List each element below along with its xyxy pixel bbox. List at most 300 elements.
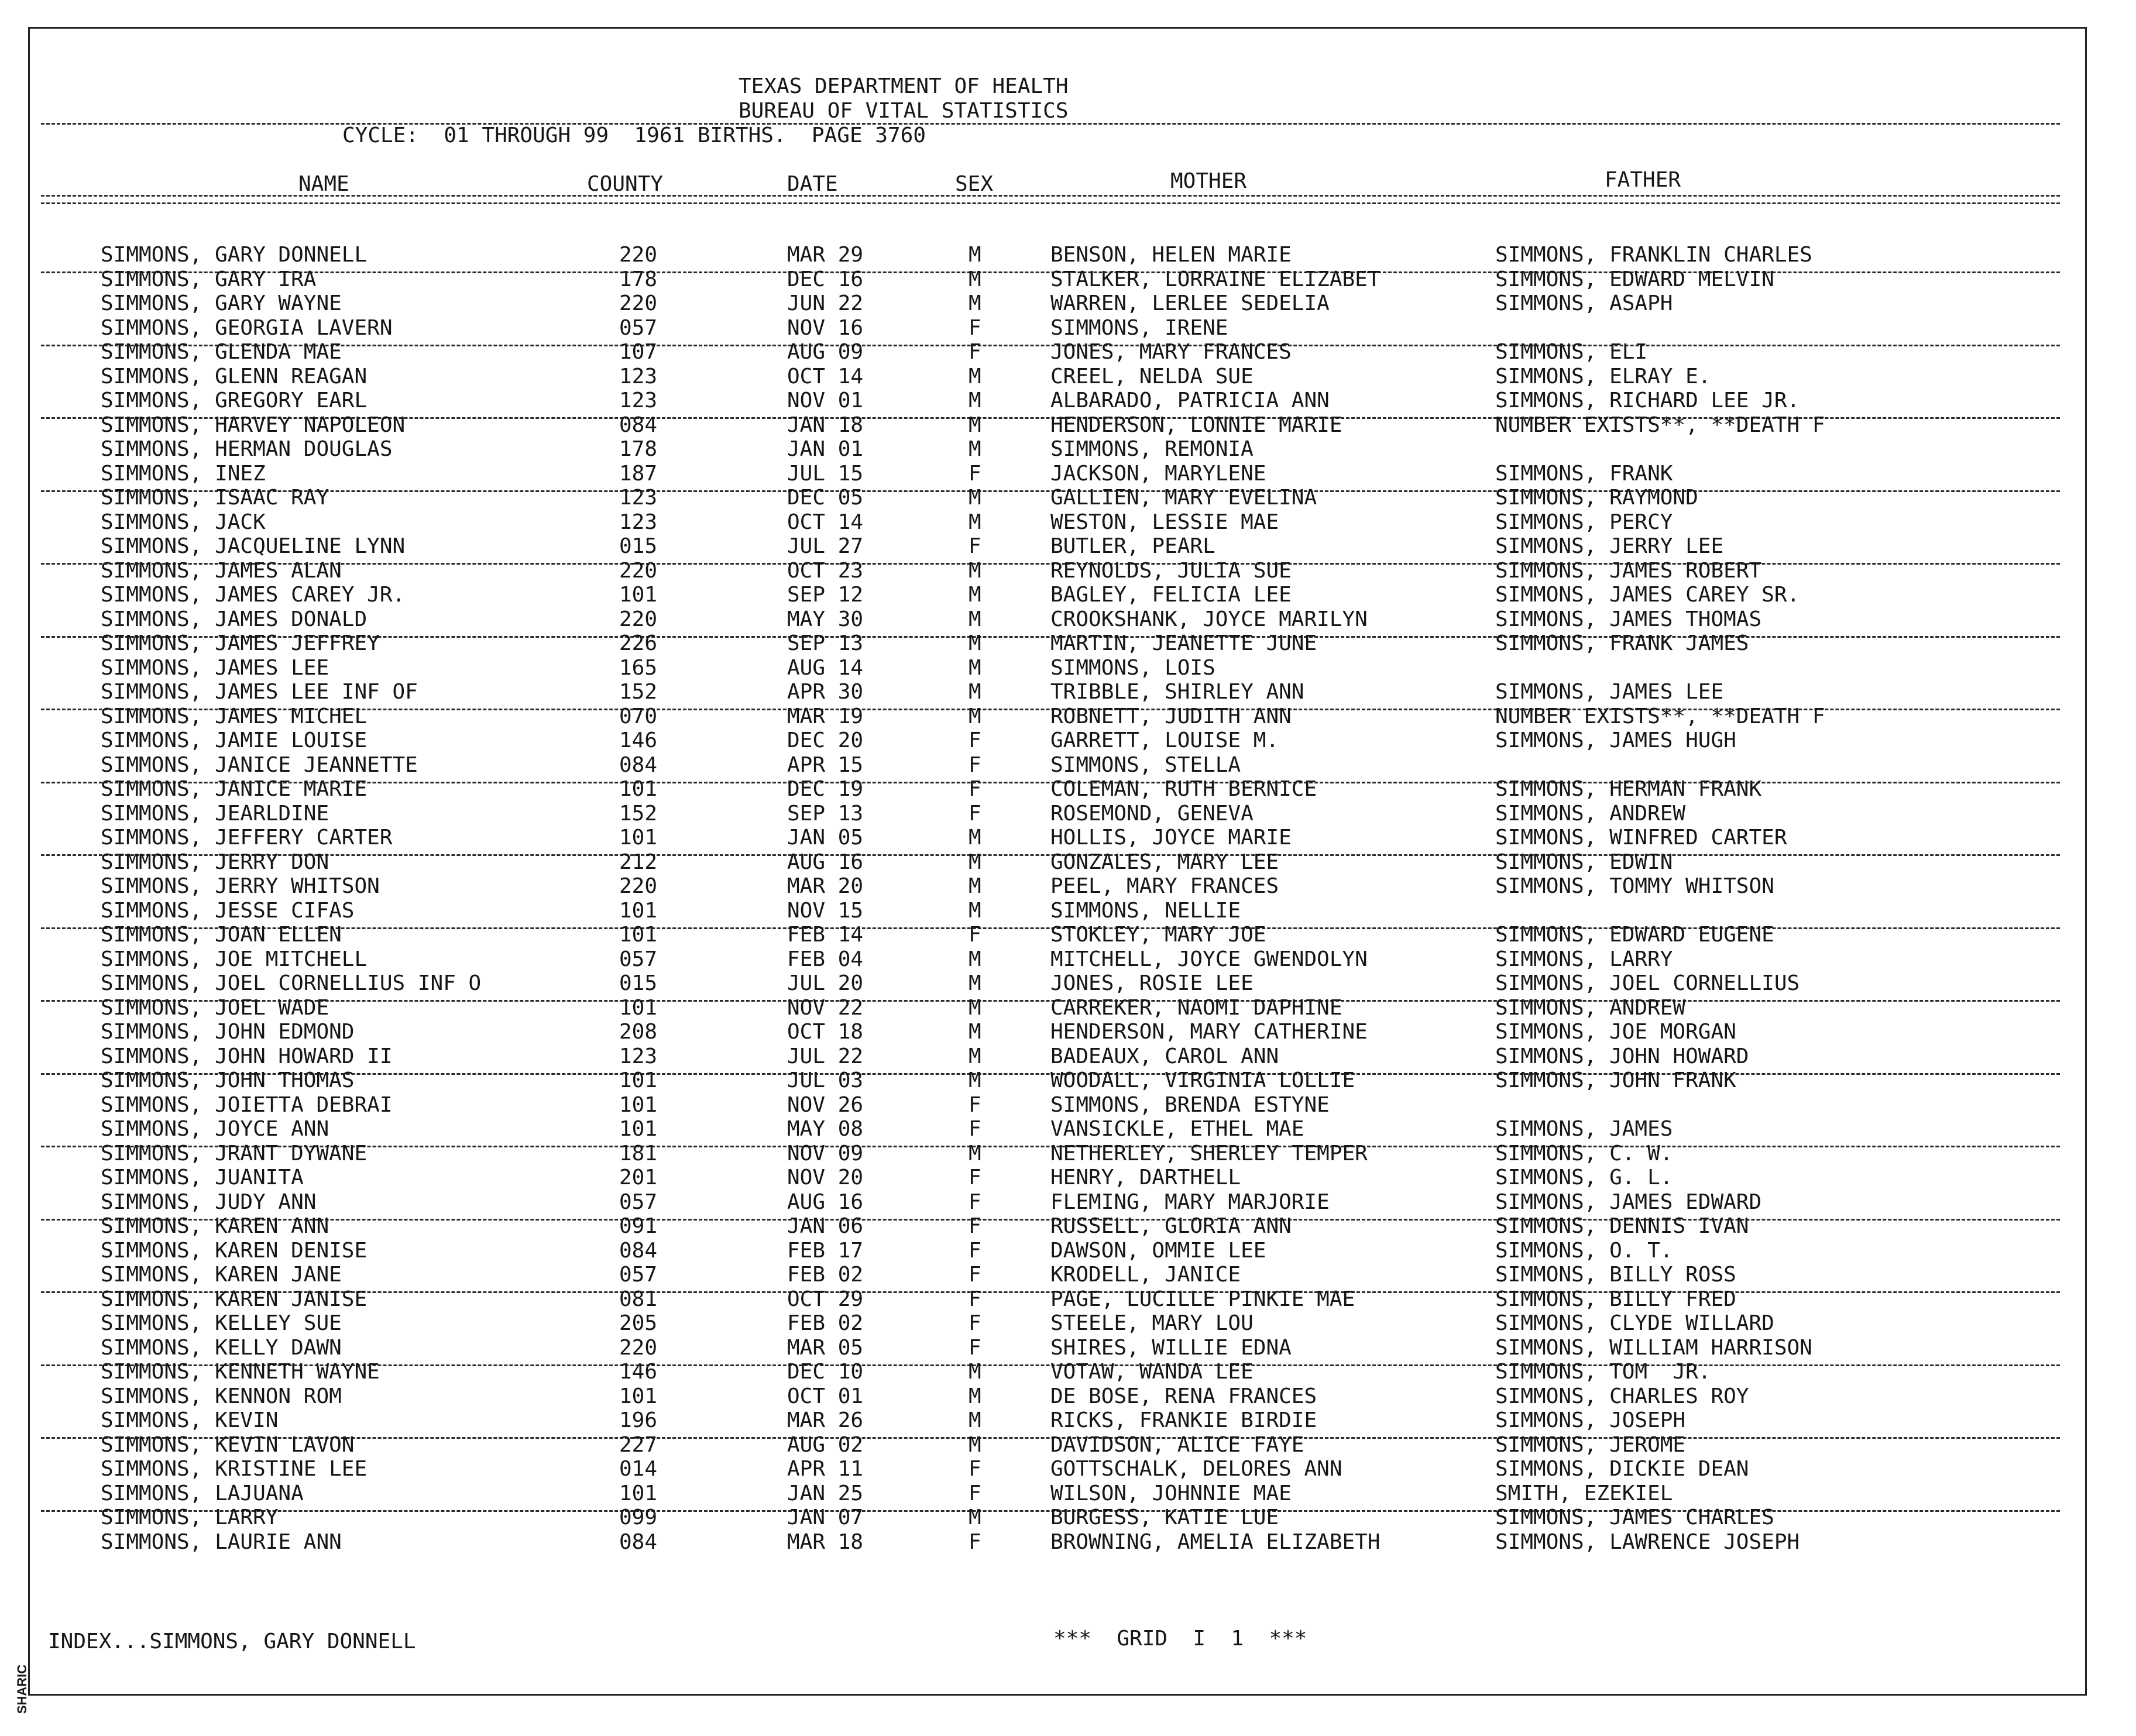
cell-county: 146 <box>619 1360 658 1384</box>
cell-father: SIMMONS, LAWRENCE JOSEPH <box>1495 1530 1800 1554</box>
cell-sex: M <box>969 1068 981 1092</box>
cell-county: 084 <box>619 1530 658 1554</box>
cell-sex: M <box>969 243 981 267</box>
cell-date: DEC 16 <box>787 267 864 291</box>
cell-mother: SIMMONS, LOIS <box>1050 656 1215 680</box>
column-header-mother: MOTHER <box>1170 169 1247 193</box>
cell-name: SIMMONS, JAMES ALAN <box>101 559 342 583</box>
cell-sex: F <box>969 534 981 558</box>
cell-sex: M <box>969 607 981 631</box>
cell-county: 212 <box>619 850 658 874</box>
table-row <box>0 1068 2136 1093</box>
cell-county: 057 <box>619 947 658 971</box>
cell-father: SIMMONS, EDWARD EUGENE <box>1495 923 1774 947</box>
table-row <box>0 1433 2136 1457</box>
cell-county: 057 <box>619 1190 658 1214</box>
cell-name: SIMMONS, JUANITA <box>101 1166 304 1190</box>
cell-name: SIMMONS, JESSE CIFAS <box>101 899 355 923</box>
table-row <box>0 486 2136 510</box>
cell-date: JUL 20 <box>787 971 864 995</box>
cell-mother: SIMMONS, NELLIE <box>1050 899 1241 923</box>
cell-date: MAR 05 <box>787 1336 864 1360</box>
cell-date: JUL 27 <box>787 534 864 558</box>
table-row <box>0 1384 2136 1409</box>
cell-date: JAN 18 <box>787 413 864 437</box>
cell-county: 208 <box>619 1020 658 1044</box>
cell-date: JAN 25 <box>787 1481 864 1505</box>
column-header-county: COUNTY <box>587 172 664 196</box>
cell-sex: M <box>969 559 981 583</box>
table-row <box>0 389 2136 413</box>
table-row <box>0 413 2136 438</box>
cell-father: SIMMONS, JERRY LEE <box>1495 534 1724 558</box>
cell-date: FEB 14 <box>787 923 864 947</box>
cell-mother: WILSON, JOHNNIE MAE <box>1050 1481 1292 1505</box>
cell-date: MAR 18 <box>787 1530 864 1554</box>
cell-county: 101 <box>619 1481 658 1505</box>
cell-county: 152 <box>619 802 658 826</box>
cell-name: SIMMONS, KELLY DAWN <box>101 1336 342 1360</box>
cell-mother: SIMMONS, STELLA <box>1050 753 1241 777</box>
table-row <box>0 728 2136 753</box>
cell-date: JAN 06 <box>787 1214 864 1238</box>
cell-mother: JACKSON, MARYLENE <box>1050 462 1266 486</box>
cell-sex: M <box>969 947 981 971</box>
cell-name: SIMMONS, KENNETH WAYNE <box>101 1360 380 1384</box>
cell-father: SIMMONS, JOHN FRANK <box>1495 1068 1736 1092</box>
cell-date: OCT 29 <box>787 1287 864 1311</box>
cell-father: SIMMONS, DENNIS IVAN <box>1495 1214 1749 1238</box>
cell-father: SIMMONS, JAMES CHARLES <box>1495 1505 1774 1529</box>
cell-sex: F <box>969 1190 981 1214</box>
cell-date: OCT 23 <box>787 559 864 583</box>
cell-county: 015 <box>619 534 658 558</box>
cell-name: SIMMONS, HERMAN DOUGLAS <box>101 437 393 461</box>
cell-sex: F <box>969 923 981 947</box>
cell-name: SIMMONS, KEVIN LAVON <box>101 1433 355 1457</box>
cell-mother: WESTON, LESSIE MAE <box>1050 510 1279 534</box>
table-row <box>0 462 2136 486</box>
cell-name: SIMMONS, JEFFERY CARTER <box>101 826 393 850</box>
table-row <box>0 316 2136 341</box>
cell-mother: PEEL, MARY FRANCES <box>1050 874 1279 898</box>
table-row <box>0 1239 2136 1263</box>
cell-date: APR 11 <box>787 1457 864 1481</box>
cell-date: MAR 29 <box>787 243 864 267</box>
cell-date: DEC 10 <box>787 1360 864 1384</box>
cell-sex: F <box>969 1311 981 1335</box>
table-top-rule <box>41 202 2060 204</box>
cell-date: FEB 04 <box>787 947 864 971</box>
table-row <box>0 1020 2136 1044</box>
cell-mother: BENSON, HELEN MARIE <box>1050 243 1292 267</box>
margin-stamp: SHARIC <box>15 1664 30 1714</box>
cell-father: SIMMONS, RAYMOND <box>1495 486 1698 510</box>
table-row <box>0 1093 2136 1118</box>
cell-father: SIMMONS, PERCY <box>1495 510 1673 534</box>
cell-date: FEB 02 <box>787 1263 864 1287</box>
cell-name: SIMMONS, JOHN HOWARD II <box>101 1044 393 1068</box>
cell-mother: GOTTSCHALK, DELORES ANN <box>1050 1457 1342 1481</box>
cell-name: SIMMONS, JAMES LEE <box>101 656 329 680</box>
cell-county: 101 <box>619 777 658 801</box>
cell-name: SIMMONS, JAMES LEE INF OF <box>101 680 418 704</box>
cell-sex: M <box>969 826 981 850</box>
cell-name: SIMMONS, JOEL CORNELLIUS INF O <box>101 971 482 995</box>
cell-county: 101 <box>619 1117 658 1141</box>
cell-father: SIMMONS, TOM JR. <box>1495 1360 1711 1384</box>
column-header-date: DATE <box>787 172 838 196</box>
cell-date: SEP 12 <box>787 583 864 607</box>
cell-date: AUG 02 <box>787 1433 864 1457</box>
cell-father: SIMMONS, EDWARD MELVIN <box>1495 267 1774 291</box>
cell-name: SIMMONS, ISAAC RAY <box>101 486 329 510</box>
table-row <box>0 1530 2136 1555</box>
cell-name: SIMMONS, GARY WAYNE <box>101 291 342 315</box>
cell-father: SIMMONS, ASAPH <box>1495 291 1673 315</box>
cell-county: 123 <box>619 365 658 389</box>
cell-father: SIMMONS, JOEL CORNELLIUS <box>1495 971 1800 995</box>
cell-county: 101 <box>619 1384 658 1408</box>
cell-sex: F <box>969 1530 981 1554</box>
cell-mother: HOLLIS, JOYCE MARIE <box>1050 826 1292 850</box>
cell-date: JUL 22 <box>787 1044 864 1068</box>
cell-father: SIMMONS, JAMES THOMAS <box>1495 607 1762 631</box>
table-row <box>0 291 2136 316</box>
table-row <box>0 1481 2136 1506</box>
cell-mother: CARREKER, NAOMI DAPHINE <box>1050 996 1342 1020</box>
cell-county: 220 <box>619 874 658 898</box>
cell-county: 057 <box>619 316 658 340</box>
cell-county: 101 <box>619 1068 658 1092</box>
cell-county: 123 <box>619 389 658 412</box>
cell-mother: CREEL, NELDA SUE <box>1050 365 1254 389</box>
cell-county: 201 <box>619 1166 658 1190</box>
cell-date: AUG 16 <box>787 850 864 874</box>
cell-date: NOV 09 <box>787 1142 864 1166</box>
cell-sex: F <box>969 1093 981 1117</box>
cell-date: JUL 03 <box>787 1068 864 1092</box>
table-row <box>0 899 2136 923</box>
table-row <box>0 1117 2136 1142</box>
table-row <box>0 1166 2136 1190</box>
cell-father: SIMMONS, ANDREW <box>1495 996 1686 1020</box>
cell-mother: DE BOSE, RENA FRANCES <box>1050 1384 1317 1408</box>
cell-county: 057 <box>619 1263 658 1287</box>
cell-mother: JONES, ROSIE LEE <box>1050 971 1254 995</box>
table-row <box>0 1336 2136 1360</box>
cell-county: 015 <box>619 971 658 995</box>
cell-father: SIMMONS, BILLY ROSS <box>1495 1263 1736 1287</box>
table-row <box>0 1505 2136 1530</box>
cell-county: 220 <box>619 607 658 631</box>
cell-name: SIMMONS, GARY IRA <box>101 267 317 291</box>
table-row <box>0 923 2136 947</box>
cell-name: SIMMONS, LAJUANA <box>101 1481 304 1505</box>
cell-date: DEC 05 <box>787 486 864 510</box>
cell-mother: BAGLEY, FELICIA LEE <box>1050 583 1292 607</box>
cell-name: SIMMONS, LAURIE ANN <box>101 1530 342 1554</box>
cell-father: SIMMONS, JAMES EDWARD <box>1495 1190 1762 1214</box>
cell-sex: F <box>969 1287 981 1311</box>
cell-mother: BROWNING, AMELIA ELIZABETH <box>1050 1530 1380 1554</box>
cell-name: SIMMONS, JACQUELINE LYNN <box>101 534 406 558</box>
cell-father: SIMMONS, CLYDE WILLARD <box>1495 1311 1774 1335</box>
cell-father: SIMMONS, JAMES <box>1495 1117 1673 1141</box>
cell-name: SIMMONS, GLENDA MAE <box>101 340 342 364</box>
cell-name: SIMMONS, JAMES CAREY JR. <box>101 583 406 607</box>
table-row <box>0 850 2136 875</box>
cell-name: SIMMONS, HARVEY NAPOLEON <box>101 413 406 437</box>
cell-father: SIMMONS, JAMES ROBERT <box>1495 559 1762 583</box>
cell-mother: TRIBBLE, SHIRLEY ANN <box>1050 680 1304 704</box>
cell-father: SIMMONS, ANDREW <box>1495 802 1686 826</box>
cell-mother: ALBARADO, PATRICIA ANN <box>1050 389 1330 412</box>
cell-sex: M <box>969 365 981 389</box>
cell-name: SIMMONS, JAMES DONALD <box>101 607 368 631</box>
table-row <box>0 1360 2136 1384</box>
cell-name: SIMMONS, GARY DONNELL <box>101 243 368 267</box>
cell-date: DEC 19 <box>787 777 864 801</box>
header-bureau: BUREAU OF VITAL STATISTICS <box>739 99 1069 123</box>
column-header-name: NAME <box>298 172 349 196</box>
table-row <box>0 704 2136 729</box>
table-row <box>0 1044 2136 1069</box>
table-row <box>0 1263 2136 1287</box>
cell-sex: M <box>969 874 981 898</box>
cell-sex: F <box>969 1214 981 1238</box>
cell-sex: M <box>969 291 981 315</box>
cell-name: SIMMONS, JRANT DYWANE <box>101 1142 368 1166</box>
cell-sex: M <box>969 437 981 461</box>
cell-mother: DAVIDSON, ALICE FAYE <box>1050 1433 1304 1457</box>
cell-county: 101 <box>619 996 658 1020</box>
cell-county: 165 <box>619 656 658 680</box>
cell-sex: F <box>969 1457 981 1481</box>
table-row <box>0 680 2136 704</box>
cell-mother: COLEMAN, RUTH BERNICE <box>1050 777 1317 801</box>
cell-father: SIMMONS, WINFRED CARTER <box>1495 826 1787 850</box>
cell-sex: F <box>969 1117 981 1141</box>
cell-mother: MARTIN, JEANETTE JUNE <box>1050 631 1317 655</box>
table-row <box>0 607 2136 632</box>
cell-mother: STOKLEY, MARY JOE <box>1050 923 1266 947</box>
cell-county: 220 <box>619 559 658 583</box>
table-row <box>0 947 2136 972</box>
cell-mother: RICKS, FRANKIE BIRDIE <box>1050 1408 1317 1432</box>
cell-name: SIMMONS, KELLEY SUE <box>101 1311 342 1335</box>
cell-name: SIMMONS, GEORGIA LAVERN <box>101 316 393 340</box>
cell-county: 227 <box>619 1433 658 1457</box>
cell-sex: M <box>969 996 981 1020</box>
cell-mother: CROOKSHANK, JOYCE MARILYN <box>1050 607 1368 631</box>
cell-father: SIMMONS, FRANK <box>1495 462 1673 486</box>
cell-sex: M <box>969 971 981 995</box>
cell-county: 178 <box>619 437 658 461</box>
cell-date: JUL 15 <box>787 462 864 486</box>
cell-sex: M <box>969 1142 981 1166</box>
cell-county: 101 <box>619 923 658 947</box>
cell-county: 081 <box>619 1287 658 1311</box>
table-row <box>0 874 2136 899</box>
table-row <box>0 534 2136 559</box>
cell-father: SIMMONS, CHARLES ROY <box>1495 1384 1749 1408</box>
cell-sex: M <box>969 1044 981 1068</box>
cell-county: 101 <box>619 583 658 607</box>
cell-county: 084 <box>619 413 658 437</box>
cell-name: SIMMONS, KAREN JANE <box>101 1263 342 1287</box>
cell-county: 123 <box>619 1044 658 1068</box>
cell-name: SIMMONS, JERRY WHITSON <box>101 874 380 898</box>
cell-name: SIMMONS, JAMES JEFFREY <box>101 631 380 655</box>
cell-father: SIMMONS, C. W. <box>1495 1142 1673 1166</box>
table-row <box>0 996 2136 1020</box>
cell-mother: HENDERSON, MARY CATHERINE <box>1050 1020 1368 1044</box>
cell-name: SIMMONS, JOAN ELLEN <box>101 923 342 947</box>
cell-date: APR 15 <box>787 753 864 777</box>
cell-name: SIMMONS, KRISTINE LEE <box>101 1457 368 1481</box>
cell-sex: M <box>969 1433 981 1457</box>
table-row <box>0 777 2136 802</box>
cell-mother: PAGE, LUCILLE PINKIE MAE <box>1050 1287 1355 1311</box>
cell-sex: F <box>969 1336 981 1360</box>
cell-mother: SHIRES, WILLIE EDNA <box>1050 1336 1292 1360</box>
table-row <box>0 559 2136 583</box>
cell-sex: F <box>969 316 981 340</box>
cell-county: 178 <box>619 267 658 291</box>
table-row <box>0 826 2136 850</box>
cell-mother: RUSSELL, GLORIA ANN <box>1050 1214 1292 1238</box>
cell-date: OCT 14 <box>787 365 864 389</box>
cell-mother: ROSEMOND, GENEVA <box>1050 802 1254 826</box>
cell-sex: F <box>969 802 981 826</box>
cell-date: JAN 05 <box>787 826 864 850</box>
cell-mother: GONZALES, MARY LEE <box>1050 850 1279 874</box>
cell-date: NOV 26 <box>787 1093 864 1117</box>
cell-father: SIMMONS, ELI <box>1495 340 1648 364</box>
cell-county: 205 <box>619 1311 658 1335</box>
cell-sex: F <box>969 1481 981 1505</box>
cell-mother: REYNOLDS, JULIA SUE <box>1050 559 1292 583</box>
cell-name: SIMMONS, JOHN THOMAS <box>101 1068 355 1092</box>
cell-county: 099 <box>619 1505 658 1529</box>
cell-name: SIMMONS, KENNON ROM <box>101 1384 342 1408</box>
cell-name: SIMMONS, INEZ <box>101 462 266 486</box>
cell-mother: STEELE, MARY LOU <box>1050 1311 1254 1335</box>
cell-date: MAR 26 <box>787 1408 864 1432</box>
cell-sex: M <box>969 1408 981 1432</box>
cell-father: SIMMONS, JAMES LEE <box>1495 680 1724 704</box>
table-row <box>0 1190 2136 1215</box>
footer-grid: *** GRID I 1 *** <box>1053 1627 1307 1651</box>
cell-father: SIMMONS, JAMES CAREY SR. <box>1495 583 1800 607</box>
cell-sex: M <box>969 1360 981 1384</box>
cell-sex: M <box>969 704 981 728</box>
cell-father: SIMMONS, TOMMY WHITSON <box>1495 874 1774 898</box>
cell-sex: F <box>969 1166 981 1190</box>
cell-father: SIMMONS, JEROME <box>1495 1433 1686 1457</box>
cell-mother: WOODALL, VIRGINIA LOLLIE <box>1050 1068 1355 1092</box>
cell-county: 107 <box>619 340 658 364</box>
header-department: TEXAS DEPARTMENT OF HEALTH <box>739 74 1069 98</box>
cell-father: SIMMONS, JOE MORGAN <box>1495 1020 1736 1044</box>
cell-mother: SIMMONS, IRENE <box>1050 316 1228 340</box>
cell-mother: MITCHELL, JOYCE GWENDOLYN <box>1050 947 1368 971</box>
cell-date: OCT 18 <box>787 1020 864 1044</box>
cell-sex: M <box>969 486 981 510</box>
cell-date: MAR 20 <box>787 874 864 898</box>
cell-father: SIMMONS, JAMES HUGH <box>1495 728 1736 752</box>
cell-name: SIMMONS, JOE MITCHELL <box>101 947 368 971</box>
cell-name: SIMMONS, JAMIE LOUISE <box>101 728 368 752</box>
cell-father: SIMMONS, O. T. <box>1495 1239 1673 1263</box>
table-row <box>0 971 2136 996</box>
table-row <box>0 656 2136 680</box>
cell-date: NOV 20 <box>787 1166 864 1190</box>
cell-name: SIMMONS, JAMES MICHEL <box>101 704 368 728</box>
cell-date: NOV 15 <box>787 899 864 923</box>
cell-father: SIMMONS, BILLY FRED <box>1495 1287 1736 1311</box>
column-header-sex: SEX <box>955 172 994 196</box>
cell-sex: M <box>969 631 981 655</box>
cell-father: NUMBER EXISTS**, **DEATH F <box>1495 413 1825 437</box>
cell-date: NOV 22 <box>787 996 864 1020</box>
cell-county: 101 <box>619 899 658 923</box>
cell-name: SIMMONS, KAREN JANISE <box>101 1287 368 1311</box>
cell-date: FEB 17 <box>787 1239 864 1263</box>
table-row <box>0 1214 2136 1239</box>
cell-father: SIMMONS, RICHARD LEE JR. <box>1495 389 1800 412</box>
cell-date: MAY 08 <box>787 1117 864 1141</box>
cell-mother: FLEMING, MARY MARJORIE <box>1050 1190 1330 1214</box>
cell-county: 084 <box>619 1239 658 1263</box>
cell-county: 014 <box>619 1457 658 1481</box>
cell-name: SIMMONS, JANICE MARIE <box>101 777 368 801</box>
cell-county: 187 <box>619 462 658 486</box>
cell-mother: GALLIEN, MARY EVELINA <box>1050 486 1317 510</box>
cell-name: SIMMONS, KAREN DENISE <box>101 1239 368 1263</box>
cell-father: NUMBER EXISTS**, **DEATH F <box>1495 704 1825 728</box>
cell-date: NOV 01 <box>787 389 864 412</box>
cell-mother: WARREN, LERLEE SEDELIA <box>1050 291 1330 315</box>
cell-sex: F <box>969 1239 981 1263</box>
cell-county: 152 <box>619 680 658 704</box>
cell-mother: JONES, MARY FRANCES <box>1050 340 1292 364</box>
cell-sex: M <box>969 583 981 607</box>
cell-name: SIMMONS, JANICE JEANNETTE <box>101 753 418 777</box>
table-row <box>0 243 2136 267</box>
cell-sex: M <box>969 656 981 680</box>
table-row <box>0 437 2136 462</box>
cell-mother: SIMMONS, BRENDA ESTYNE <box>1050 1093 1330 1117</box>
table-row <box>0 631 2136 656</box>
cell-county: 123 <box>619 510 658 534</box>
cell-sex: F <box>969 728 981 752</box>
cell-mother: DAWSON, OMMIE LEE <box>1050 1239 1266 1263</box>
table-row <box>0 1142 2136 1166</box>
cell-county: 146 <box>619 728 658 752</box>
cell-date: MAR 19 <box>787 704 864 728</box>
cell-father: SIMMONS, FRANK JAMES <box>1495 631 1749 655</box>
cell-date: JUN 22 <box>787 291 864 315</box>
cell-father: SIMMONS, FRANKLIN CHARLES <box>1495 243 1812 267</box>
cell-date: OCT 14 <box>787 510 864 534</box>
table-row <box>0 1287 2136 1312</box>
cell-county: 220 <box>619 291 658 315</box>
column-header-rule <box>41 195 2060 197</box>
cell-mother: HENDERSON, LONNIE MARIE <box>1050 413 1342 437</box>
table-row <box>0 365 2136 389</box>
